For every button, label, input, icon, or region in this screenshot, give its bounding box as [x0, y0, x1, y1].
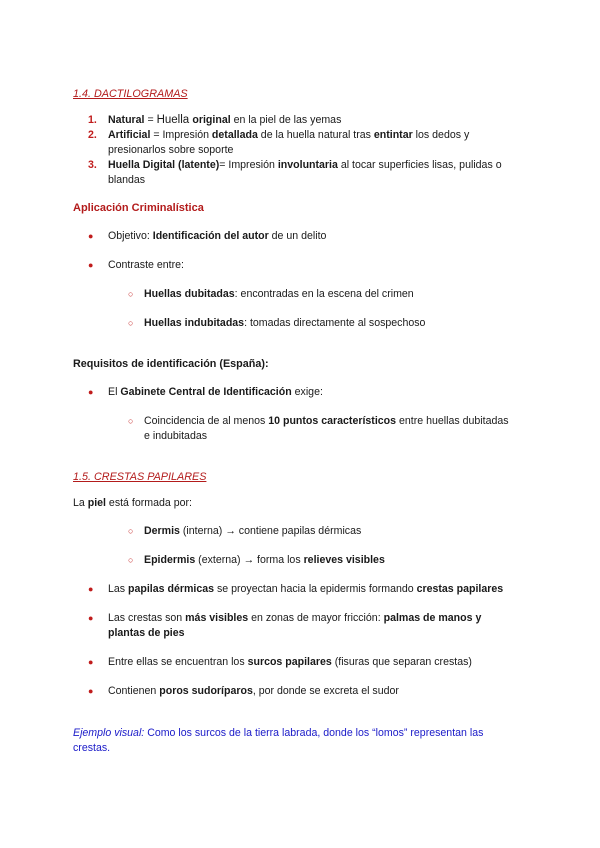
term: Huellas indubitadas — [144, 317, 245, 329]
list-item-continuation: blandas — [108, 174, 146, 186]
text: = Impresión — [150, 129, 212, 141]
subheading-aplicacion: Aplicación Criminalística — [73, 202, 204, 214]
list-item — [88, 258, 184, 273]
term: Gabinete Central de Identificación — [120, 386, 292, 398]
text: , por donde se excreta el sudor — [252, 685, 399, 697]
text: Contienen — [108, 685, 160, 697]
bullet-icon: ● — [88, 686, 94, 696]
term: Huella Digital (latente) — [108, 159, 220, 171]
list-item — [88, 684, 399, 699]
text: = — [144, 114, 157, 126]
list-number: 2. — [88, 129, 97, 141]
bullet-icon: ● — [88, 613, 94, 623]
example-note — [73, 726, 483, 741]
text: (interna) → contiene papilas dérmicas — [179, 525, 362, 537]
paragraph — [73, 496, 192, 511]
text: Objetivo: — [108, 230, 153, 242]
list-item — [88, 582, 504, 597]
term: surcos papilares — [247, 656, 332, 668]
subheading-requisitos: Requisitos de identificación (España): — [73, 358, 269, 370]
list-item — [128, 553, 385, 568]
bullet-icon: ● — [88, 584, 94, 594]
text: Las — [108, 583, 129, 595]
list-item — [88, 158, 528, 173]
text: en la piel de las yemas — [230, 114, 342, 126]
list-item — [88, 229, 327, 244]
text: en zonas de mayor fricción: — [248, 612, 384, 624]
term: involuntaria — [277, 159, 338, 171]
term: papilas dérmicas — [128, 583, 215, 595]
text: Coincidencia de al menos — [144, 415, 269, 427]
text: los dedos y — [412, 129, 470, 141]
circle-bullet-icon: ○ — [128, 318, 134, 328]
text: Las crestas son — [108, 612, 186, 624]
circle-bullet-icon: ○ — [128, 555, 134, 565]
text: de la huella natural tras — [257, 129, 374, 141]
list-item — [88, 385, 323, 400]
term: Identificación del autor — [152, 230, 269, 242]
text: está formada por: — [105, 497, 192, 509]
text: (fisuras que separan crestas) — [331, 656, 472, 668]
list-item — [88, 611, 482, 626]
term: Dermis — [144, 525, 180, 537]
list-item — [88, 128, 528, 143]
list-item-continuation: plantas de pies — [108, 627, 185, 639]
term: original — [192, 114, 231, 126]
list-item — [128, 414, 509, 429]
term: Huellas dubitadas — [144, 288, 235, 300]
example-note-continuation: crestas. — [73, 742, 111, 754]
list-item — [128, 524, 362, 539]
list-item — [128, 316, 426, 331]
text: al tocar superficies lisas, pulidas o — [337, 159, 502, 171]
circle-bullet-icon: ○ — [128, 289, 134, 299]
section-title-1-4: 1.4. DACTILOGRAMAS — [73, 88, 188, 100]
list-number: 1. — [88, 114, 97, 126]
term: entintar — [373, 129, 413, 141]
text: La — [73, 497, 88, 509]
text: exige: — [291, 386, 323, 398]
term: 10 puntos característicos — [268, 415, 397, 427]
circle-bullet-icon: ○ — [128, 416, 134, 426]
example-label: Ejemplo visual: — [73, 727, 145, 739]
list-item — [88, 113, 528, 128]
term: Epidermis — [144, 554, 196, 566]
text: (externa) → forma los — [195, 554, 304, 566]
text: se proyectan hacia la epidermis formando — [214, 583, 417, 595]
term: detallada — [211, 129, 258, 141]
text: Contraste entre: — [108, 259, 184, 271]
text: entre huellas dubitadas — [396, 415, 509, 427]
term: palmas de manos y — [383, 612, 482, 624]
bullet-icon: ● — [88, 231, 94, 241]
circle-bullet-icon: ○ — [128, 526, 134, 536]
text: = Impresión — [219, 159, 278, 171]
list-number: 3. — [88, 159, 97, 171]
section-title-1-5: 1.5. CRESTAS PAPILARES — [73, 471, 207, 483]
text: Como los surcos de la tierra labrada, donde los “lomos” representan las — [144, 727, 484, 739]
text: : tomadas directamente al sospechoso — [244, 317, 426, 329]
term: crestas papilares — [416, 583, 504, 595]
text: Huella — [156, 114, 193, 126]
text: Entre ellas se encuentran los — [108, 656, 248, 668]
text: de un delito — [268, 230, 327, 242]
term: relieves visibles — [303, 554, 385, 566]
list-item-continuation: presionarlos sobre soporte — [108, 144, 234, 156]
text: El — [108, 386, 121, 398]
term: poros sudoríparos — [159, 685, 253, 697]
bullet-icon: ● — [88, 387, 94, 397]
term: Natural — [108, 114, 145, 126]
text: : encontradas en la escena del crimen — [234, 288, 414, 300]
bullet-icon: ● — [88, 260, 94, 270]
list-item — [128, 287, 414, 302]
term: más visibles — [185, 612, 249, 624]
list-item — [88, 655, 472, 670]
bullet-icon: ● — [88, 657, 94, 667]
list-item-continuation: e indubitadas — [144, 430, 208, 442]
term: Artificial — [108, 129, 151, 141]
term: piel — [87, 497, 106, 509]
